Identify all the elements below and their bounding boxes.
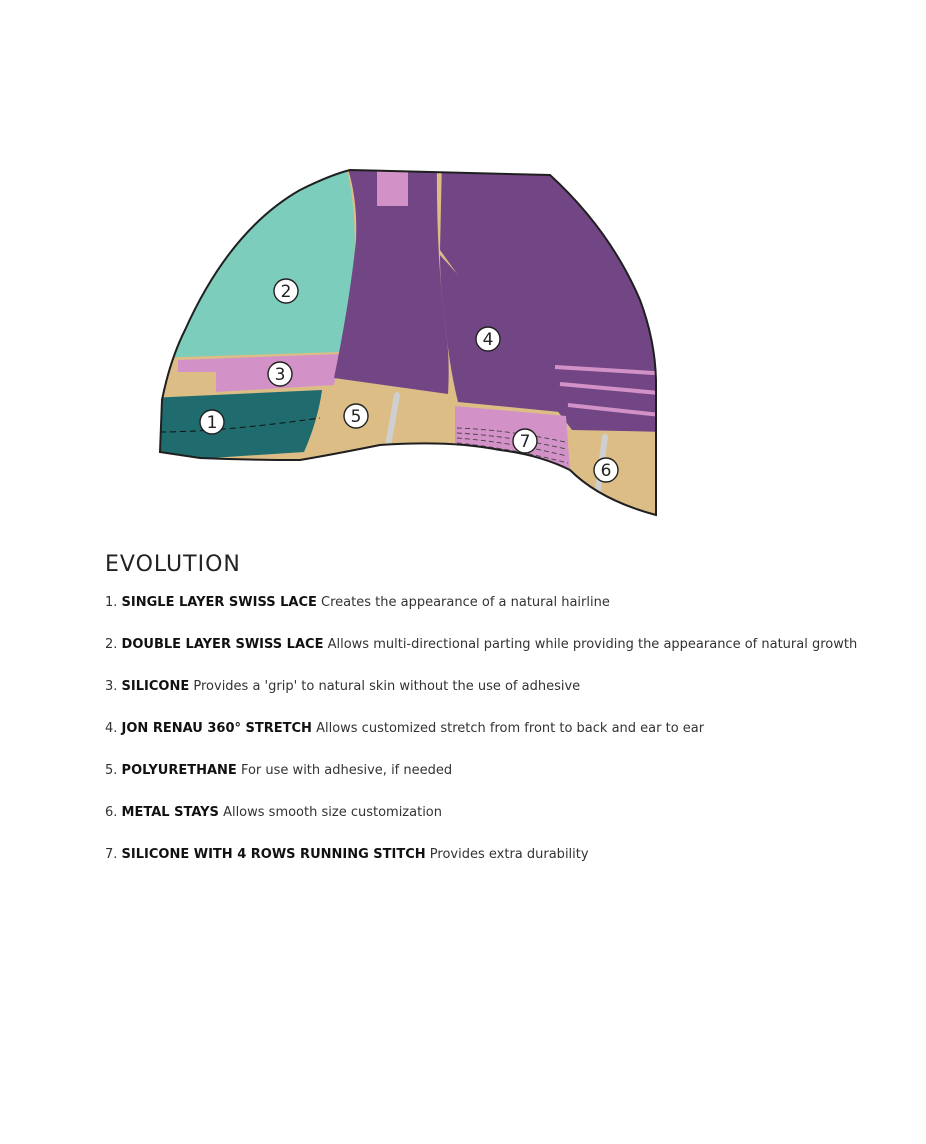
feature-name: SILICONE [121,679,190,694]
zone-double-layer-lace [150,160,355,358]
feature-item-5 [105,762,857,804]
feature-name: SILICONE WITH 4 ROWS RUNNING STITCH [121,847,426,862]
feature-number: 6. [105,805,118,820]
feature-item-2 [105,636,857,678]
feature-name: SINGLE LAYER SWISS LACE [121,595,317,610]
marker-5 [344,404,368,428]
section-title: EVOLUTION [105,552,241,577]
feature-description: Provides a 'grip' to natural skin without the use of adhesive [193,679,581,694]
feature-description: Allows smooth size customization [223,805,442,820]
zone-silicone-stitch [455,406,570,470]
feature-number: 2. [105,637,118,652]
feature-item-7 [105,846,857,888]
feature-number: 3. [105,679,118,694]
feature-item-3 [105,678,857,720]
feature-name: JON RENAU 360° STRETCH [121,721,312,736]
svg-text:6: 6 [600,461,612,481]
feature-description: Creates the appearance of a natural hairline [321,595,610,610]
feature-number: 5. [105,763,118,778]
svg-text:4: 4 [482,330,494,350]
feature-name: DOUBLE LAYER SWISS LACE [121,637,324,652]
feature-description: Allows customized stretch from front to back and ear to ear [316,721,705,736]
svg-text:1: 1 [206,413,218,433]
marker-2 [274,279,298,303]
feature-number: 7. [105,847,118,862]
wig-cap-diagram [150,160,670,530]
feature-description: Provides extra durability [429,847,589,862]
feature-list [105,594,857,888]
feature-name: METAL STAYS [121,805,219,820]
feature-description: Allows multi-directional parting while providing the appearance of natural growth [327,637,858,652]
marker-7 [513,429,537,453]
feature-number: 4. [105,721,118,736]
feature-item-4 [105,720,857,762]
feature-number: 1. [105,595,118,610]
svg-text:2: 2 [280,282,292,302]
zone-single-layer-lace [150,390,322,462]
marker-4 [476,327,500,351]
marker-1 [200,410,224,434]
marker-3 [268,362,292,386]
feature-item-6 [105,804,857,846]
feature-name: POLYURETHANE [121,763,237,778]
svg-text:7: 7 [519,432,531,452]
feature-item-1 [105,594,857,636]
svg-text:3: 3 [274,365,286,385]
feature-description: For use with adhesive, if needed [240,763,453,778]
zone-silicone-top [377,160,408,206]
svg-text:5: 5 [350,407,362,427]
marker-6 [594,458,618,482]
